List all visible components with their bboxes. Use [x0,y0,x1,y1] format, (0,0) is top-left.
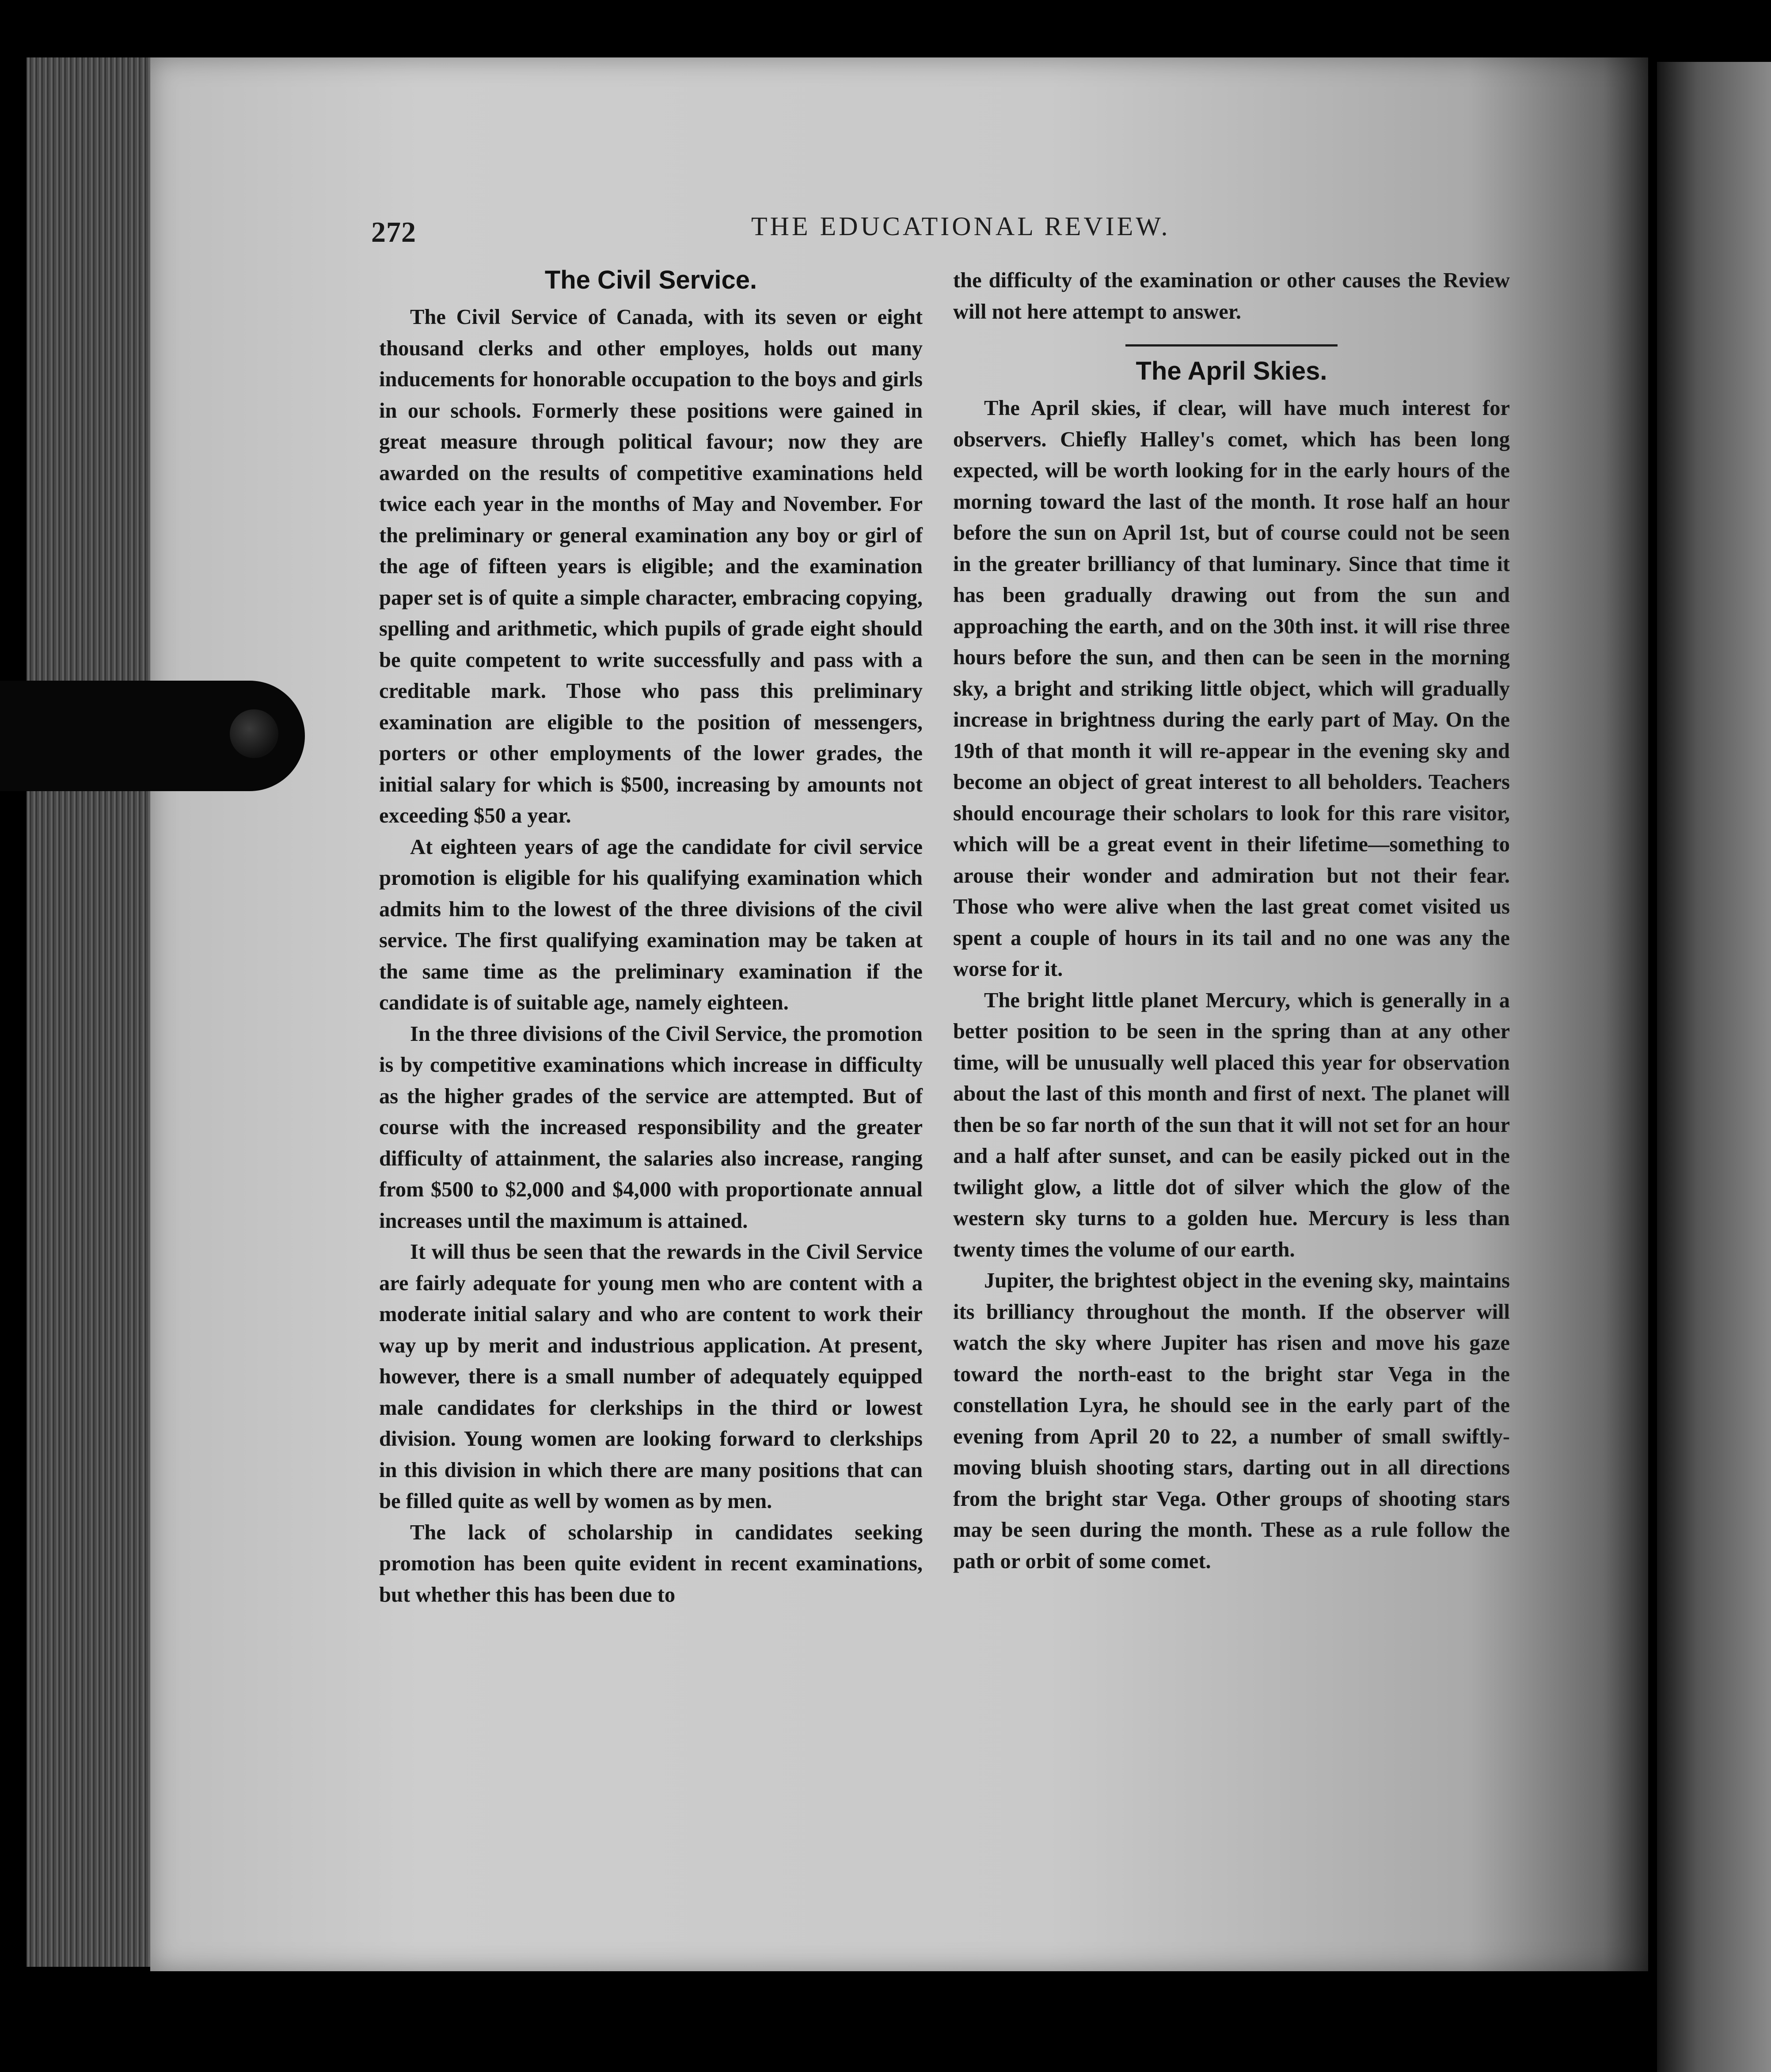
civil-service-paragraph-3: In the three divisions of the Civil Service, the promotion is by competitive examinations which increase in difficulty as the higher grades of the service are attempted. But of course with the increased responsibility and the greater difficulty of attainment, the salaries also increase, ranging from $500 to $2,000 and $4,000 with proportionate annual increases until the maximum is attained. [379,1022,923,1233]
facing-page-edge [1657,62,1771,2072]
civil-service-paragraph-5: The lack of scholarship in candidates seeking promotion has been quite evident in recent examinations, but whether this has been due to [379,1520,923,1607]
april-skies-title: The April Skies. [1136,357,1327,385]
april-skies-paragraph-3: Jupiter, the brightest object in the evening sky, maintains its brilliancy throughout the month. If the observer will watch the sky where Jupiter has risen and move his gaze toward the north-east to the bright star Vega in the constellation Lyra, he should see in the early part of the evening from April 20 to 22, a number of small swiftly-moving bluish shooting stars, darting out in all directions from the bright star Vega. Other groups of shooting stars may be seen during the month. These as a rule follow the path or orbit of some comet. [953,1269,1510,1573]
civil-service-paragraph-4: It will thus be seen that the rewards in the Civil Service are fairly adequate for young men who are content with a moderate initial salary and who are content to work their way up by merit and industrious application. At present, however, there is a small number of adequately equipped male candidates for clerkships in the third or lowest division. Young women are looking forward to clerkships in this division in which there are many positions that can be filled quite as well by women as by men. [379,1240,923,1513]
civil-service-paragraph-1: The Civil Service of Canada, with its seven or eight thousand clerks and other employes, holds out many inducements for honorable occupation to the boys and girls in our schools. Formerly these positions were gained in great measure through political favour; now they are awarded on the results of competitive examinations held twice each year in the months of May and November. For the preliminary or general examination any boy or girl of the age of fifteen years is eligible; and the examination paper set is of quite a simple character, embracing copying, spelling and arithmetic, which pupils of grade eight should be quite competent to write successfully and pass with a creditable mark. Those who pass this preliminary examination are eligible to the position of messengers, porters or other employments of the lower grades, the initial salary for which is $500, increasing by amounts not exceeding $50 a year. [379,305,923,827]
thumb-nail [230,709,278,758]
civil-service-continuation: the difficulty of the examination or other causes the Review will not here attempt to answer. [953,269,1510,324]
page-number: 272 [371,216,416,248]
april-skies-paragraph-1: The April skies, if clear, will have much interest for observers. Chiefly Halley's comet, which has been long expected, will be worth looking for in the early hours of the morning toward the last of the month. It rose half an hour before the sun on April 1st, but of course could not be seen in the greater brilliancy of that luminary. Since that time it has been gradually drawing out from the sun and approaching the earth, and on the 30th inst. it will rise three hours before the sun, and then can be seen in the morning sky, a bright and striking little object, which will gradually increase in brightness during the early part of May. On the 19th of that month it will re-appear in the evening sky and become an object of great interest to all beholders. Teachers should encourage their scholars to look for this rare visitor, which will be a great event in their lifetime—something to arouse their wonder and admiration but not their fear. Those who were alive when the last great comet visited us spent a couple of hours in its tail and no one was any the worse for it. [953,396,1510,981]
april-skies-paragraph-2: The bright little planet Mercury, which is generally in a better position to be seen in the spring than at any other time, will be unusually well placed this year for observation about the last of this month and first of next. The planet will then be so far north of the sun that it will not set for an hour and a half after sunset, and can be easily picked out in the twilight glow, a little dot of silver which the glow of the western sky turns to a golden hue. Mercury is less than twenty times the volume of our earth. [953,988,1510,1261]
running-head: THE EDUCATIONAL REVIEW. [751,212,1171,241]
left-column [379,265,923,1611]
civil-service-title: The Civil Service. [544,266,757,294]
right-column [953,265,1510,1577]
section-divider [1125,344,1338,347]
civil-service-paragraph-2: At eighteen years of age the candidate for civil service promotion is eligible for his qualifying examination which admits him to the lowest of the three divisions of the civil service. The first qualifying examination may be taken at the same time as the preliminary examination if the candidate is of suitable age, namely eighteen. [379,835,923,1014]
